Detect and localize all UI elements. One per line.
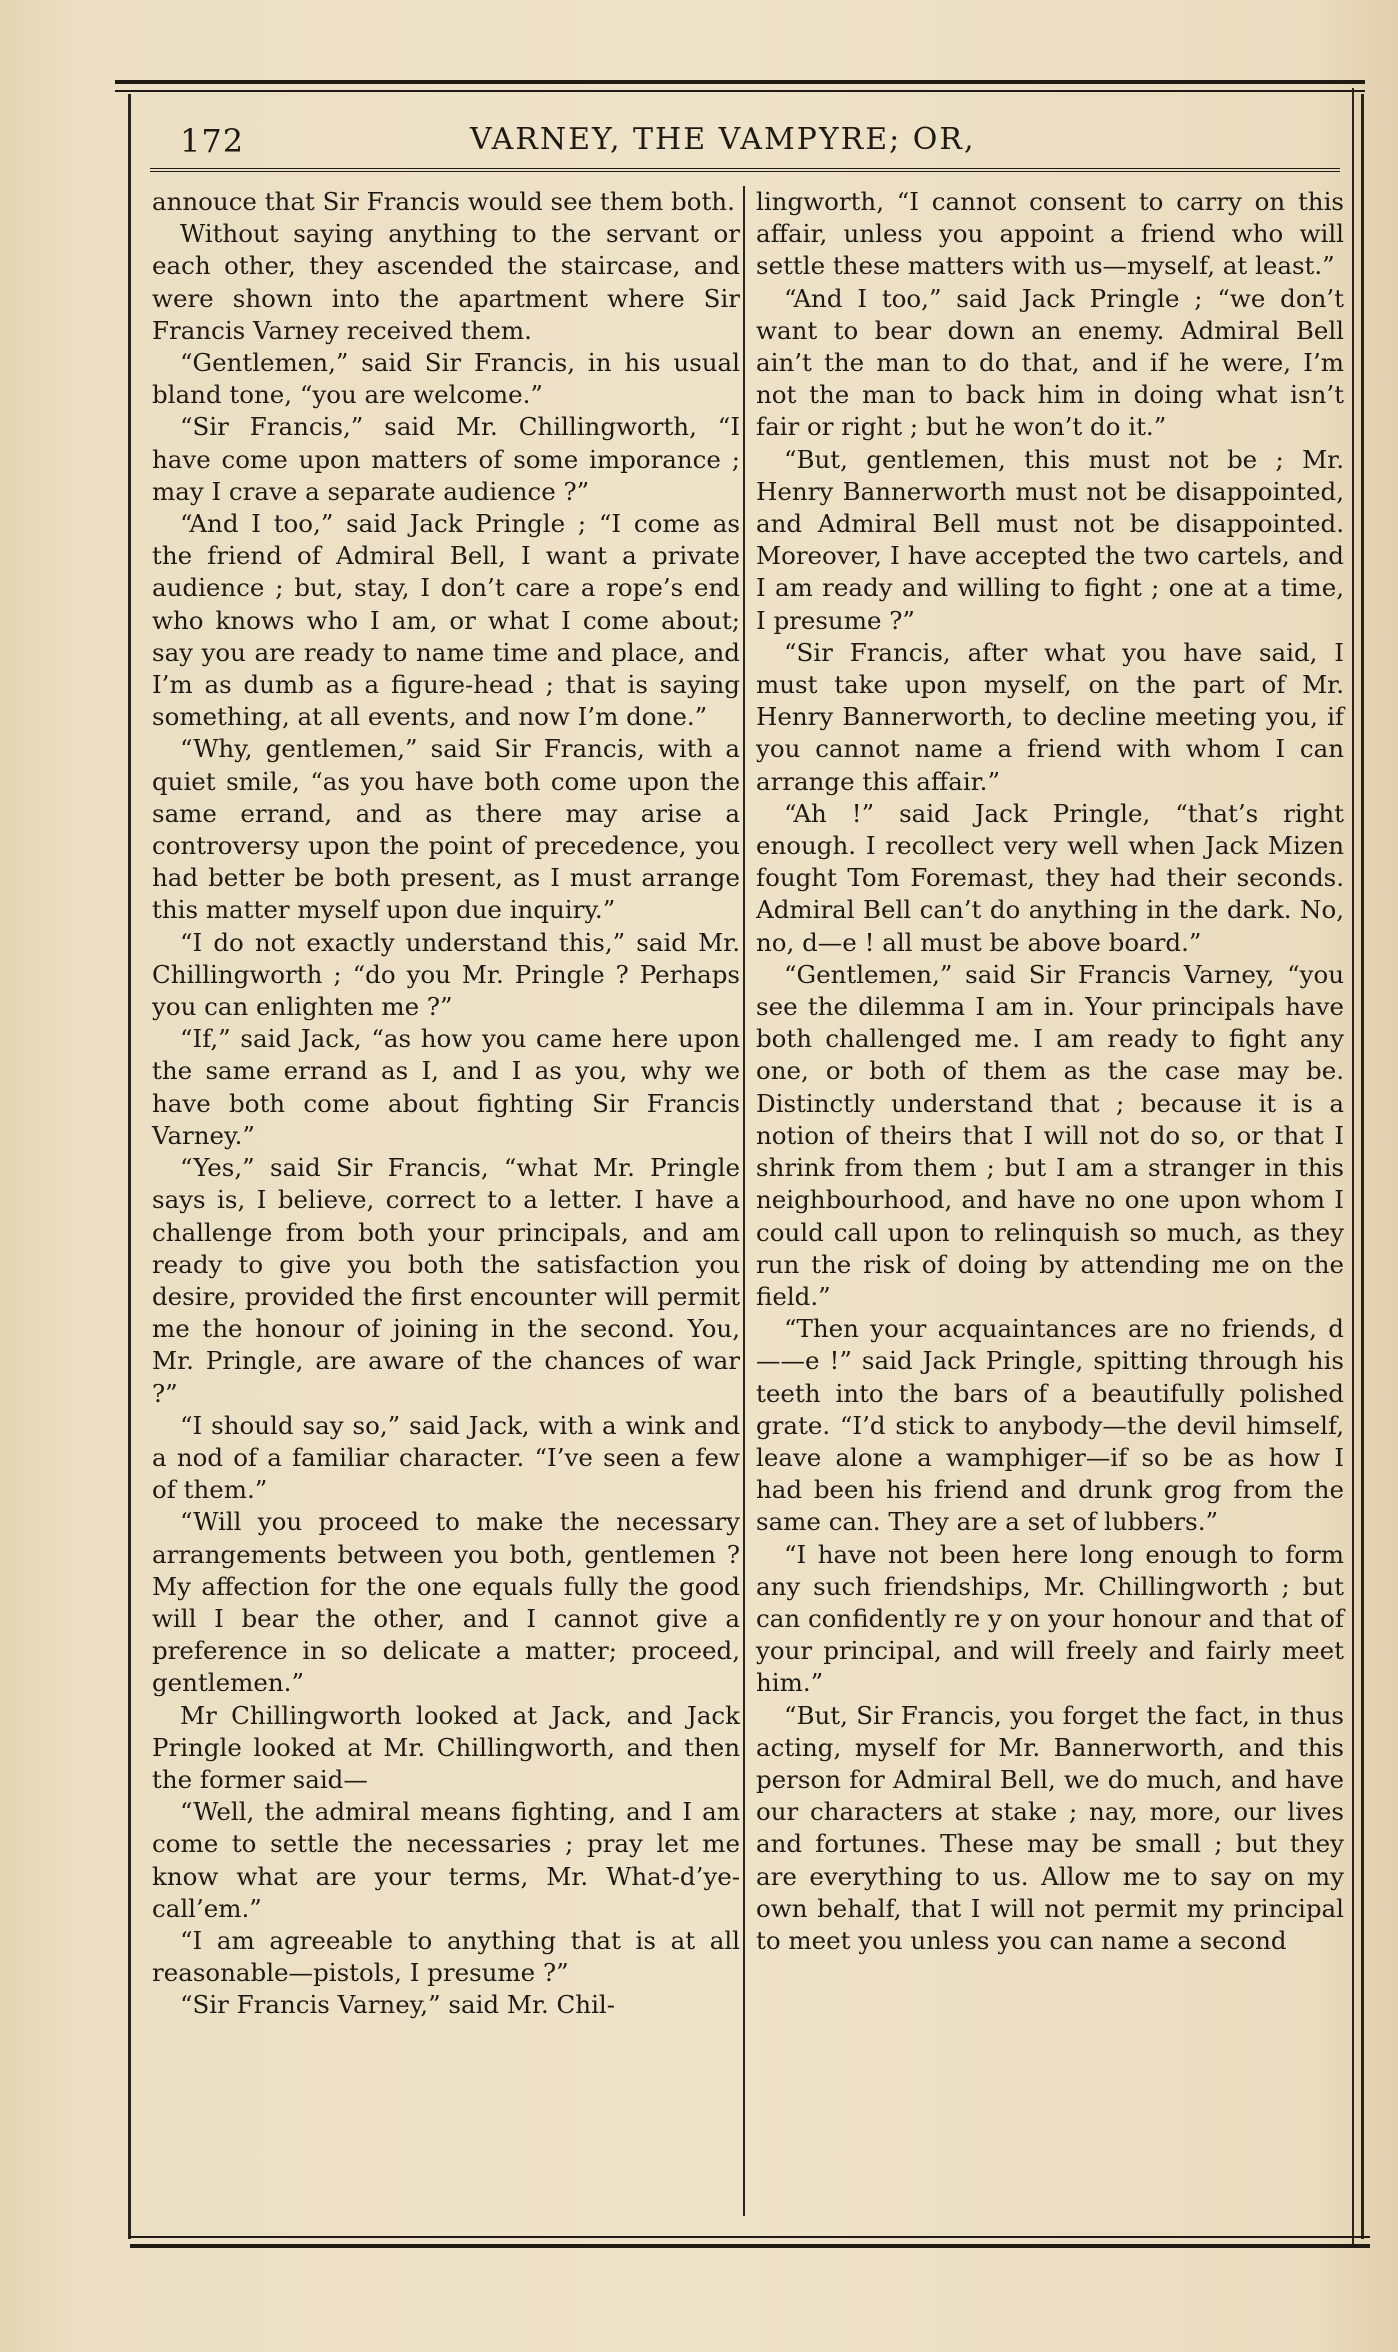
paragraph: Without saying anything to the servant or each other, they ascended the staircase, and were shown into the apartment where Sir Francis Varney received them. [152,219,740,345]
running-title: VARNEY, THE VAMPYRE; OR, [470,122,976,157]
paragraph: “Gentlemen,” said Sir Francis, in his usual bland tone, “you are welcome.” [152,348,740,410]
paragraph: “If,” said Jack, “as how you came here upon the same errand as I, and I as you, why we have both come about fighting Sir Francis Varney.” [152,1024,740,1150]
paragraph: “Ah !” said Jack Pringle, “that’s right enough. I recollect very well when Jack Mizen fought Tom Foremast, they had their seconds. Admiral Bell can’t do anything in the dark. No, no, d—e ! all must be above board.” [756,798,1344,957]
paragraph: annouce that Sir Francis would see them both. [152,187,735,216]
paragraph: “Gentlemen,” said Sir Francis Varney, “you see the dilemma I am in. Your principals have both challenged me. I am ready to fight any one, or both of them as the case may be. Distinctly understand that ; because it is a notion of theirs that I will not do so, or that I shrink from them ; but I am a stranger in this neighbourhood, and have no one upon whom I could call upon to relinquish so much, as they run the risk of doing by attending me on the field.” [756,959,1344,1311]
frame-outer-rule [1352,88,1354,2248]
page-number: 172 [180,122,245,160]
top-rule [115,80,1365,92]
paragraph: “And I too,” said Jack Pringle ; “we don’t want to bear down an enemy. Admiral Bell ain’t the man to do that, and if he were, I’m not the man to back him in doing what isn’t fair or right ; but he won’t do it.” [756,283,1344,442]
paragraph: “I have not been here long enough to form any such friendships, Mr. Chillingworth ; but can confidently re y on your honour and that of your principal, and will freely and fairly meet him.” [756,1539,1344,1698]
paragraph: “Well, the admiral means fighting, and I am come to settle the necessaries ; pray let me know what are your terms, Mr. What-d’ye-call’em.” [152,1797,740,1923]
paragraph: “Sir Francis,” said Mr. Chillingworth, “I have come upon matters of some imporance ; may I crave a separate audience ?” [152,412,740,506]
page-header [150,110,1340,172]
paragraph: Mr Chillingworth looked at Jack, and Jack Pringle looked at Mr. Chillingworth, and then the former said— [152,1700,740,1794]
right-column [756,186,1344,1957]
paragraph: “I am agreeable to anything that is at all reasonable—pistols, I presume ?” [152,1925,740,1988]
paragraph: “I do not exactly understand this,” said Mr. Chillingworth ; “do you Mr. Pringle ? Perhaps you can enlighten me ?” [152,927,740,1022]
paragraph: lingworth, “I cannot consent to carry on this affair, unless you appoint a friend who will settle these matters with us—myself, at least.” [756,187,1344,281]
paragraph: “Yes,” said Sir Francis, “what Mr. Pringle says is, I believe, correct to a letter. I have a challenge from both your principals, and am ready to give you both the satisfaction you desire, provided the first encounter will permit me the honour of joining in the second. You, Mr. Pringle, are aware of the chances of war ?” [152,1153,740,1408]
paragraph: “But, Sir Francis, you forget the fact, in thus acting, myself for Mr. Bannerworth, and this person for Admiral Bell, we do much, and have our characters at stake ; nay, more, our lives and fortunes. These may be small ; but they are everything to us. Allow me to say on my own behalf, that I will not permit my principal to meet you unless you can name a second [756,1700,1344,1955]
paragraph: “Sir Francis, after what you have said, I must take upon myself, on the part of Mr. Henry Bannerworth, to decline meeting you, if you cannot name a friend with whom I can arrange this affair.” [756,637,1344,796]
paragraph: “And I too,” said Jack Pringle ; “I come as the friend of Admiral Bell, I want a private audience ; but, stay, I don’t care a rope’s end who knows who I am, or what I come about; say you are ready to name time and place, and I’m as dumb as a figure-head ; that is saying something, at all events, and now I’m done.” [152,509,740,732]
paragraph: “I should say so,” said Jack, with a wink and a nod of a familiar character. “I’ve seen a few of them.” [152,1410,740,1505]
paragraph: “Why, gentlemen,” said Sir Francis, with a quiet smile, “as you have both come upon the same errand, and as there may arise a controversy upon the point of precedence, you had better be both present, as I must arrange this matter myself upon due inquiry.” [152,734,740,925]
paragraph: “But, gentlemen, this must not be ; Mr. Henry Bannerworth must not be disappointed, and Admiral Bell must not be disappointed. Moreover, I have accepted the two cartels, and I am ready and willing to fight ; one at a time, I presume ?” [756,444,1344,635]
left-column [152,186,740,2022]
paragraph: “Then your acquaintances are no friends, d——e !” said Jack Pringle, spitting through his teeth into the bars of a beautifully polished grate. “I’d stick to anybody—the devil himself, leave alone a wamphiger—if so be as how I had been his friend and drunk grog from the same can. They are a set of lubbers.” [756,1314,1344,1537]
bottom-rule [130,2236,1370,2248]
column-divider [743,186,745,2216]
paragraph: “Sir Francis Varney,” said Mr. Chil- [180,1990,616,2020]
paragraph: “Will you proceed to make the necessary arrangements between you both, gentlemen ? My affection for the one equals fully the good will I bear the other, and I cannot give a preference in so delicate a matter; proceed, gentlemen.” [152,1507,740,1698]
